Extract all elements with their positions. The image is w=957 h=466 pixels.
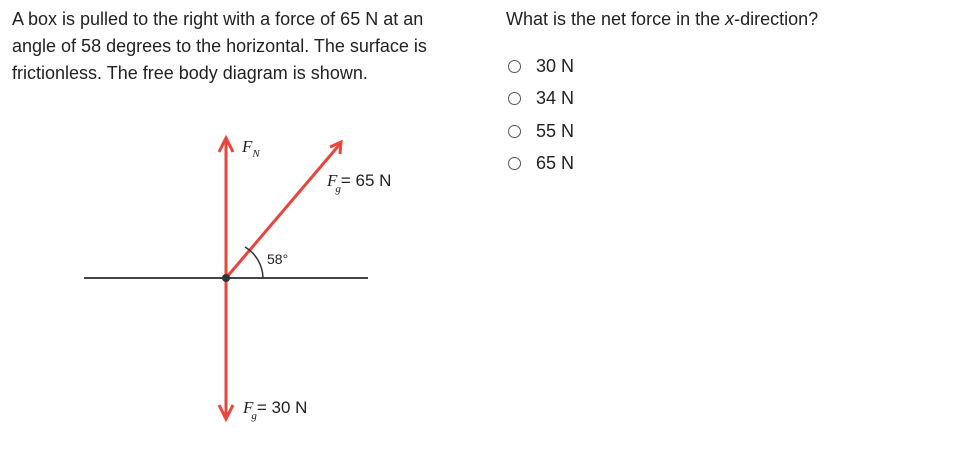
radio-button[interactable] [508, 60, 521, 73]
answer-option-label: 65 N [536, 153, 575, 174]
radio-button[interactable] [508, 125, 521, 138]
gravity-force-label: Fg= 30 N [243, 398, 308, 422]
answer-option[interactable] [508, 83, 574, 116]
question-text: What is the net force in the x-direction? [506, 9, 819, 29]
answer-options [508, 50, 574, 180]
answer-option[interactable] [508, 50, 574, 83]
problem-statement: A box is pulled to the right with a force of 65 N at an angle of 58 degrees to the horizontal. The surface is frictionless. The free body diagram is shown. [12, 9, 427, 83]
answer-option-label: 30 N [536, 55, 575, 76]
origin-point [222, 274, 230, 282]
applied-force-label: Fg= 65 N [327, 171, 392, 195]
answer-option-label: 55 N [536, 120, 575, 141]
angle-label: 58° [267, 251, 289, 267]
answer-option[interactable] [508, 148, 574, 181]
answer-option-label: 34 N [536, 88, 575, 109]
answer-option[interactable] [508, 115, 574, 148]
radio-button[interactable] [508, 92, 521, 105]
normal-force-label: $F_N$ [242, 137, 260, 160]
radio-button[interactable] [508, 157, 521, 170]
